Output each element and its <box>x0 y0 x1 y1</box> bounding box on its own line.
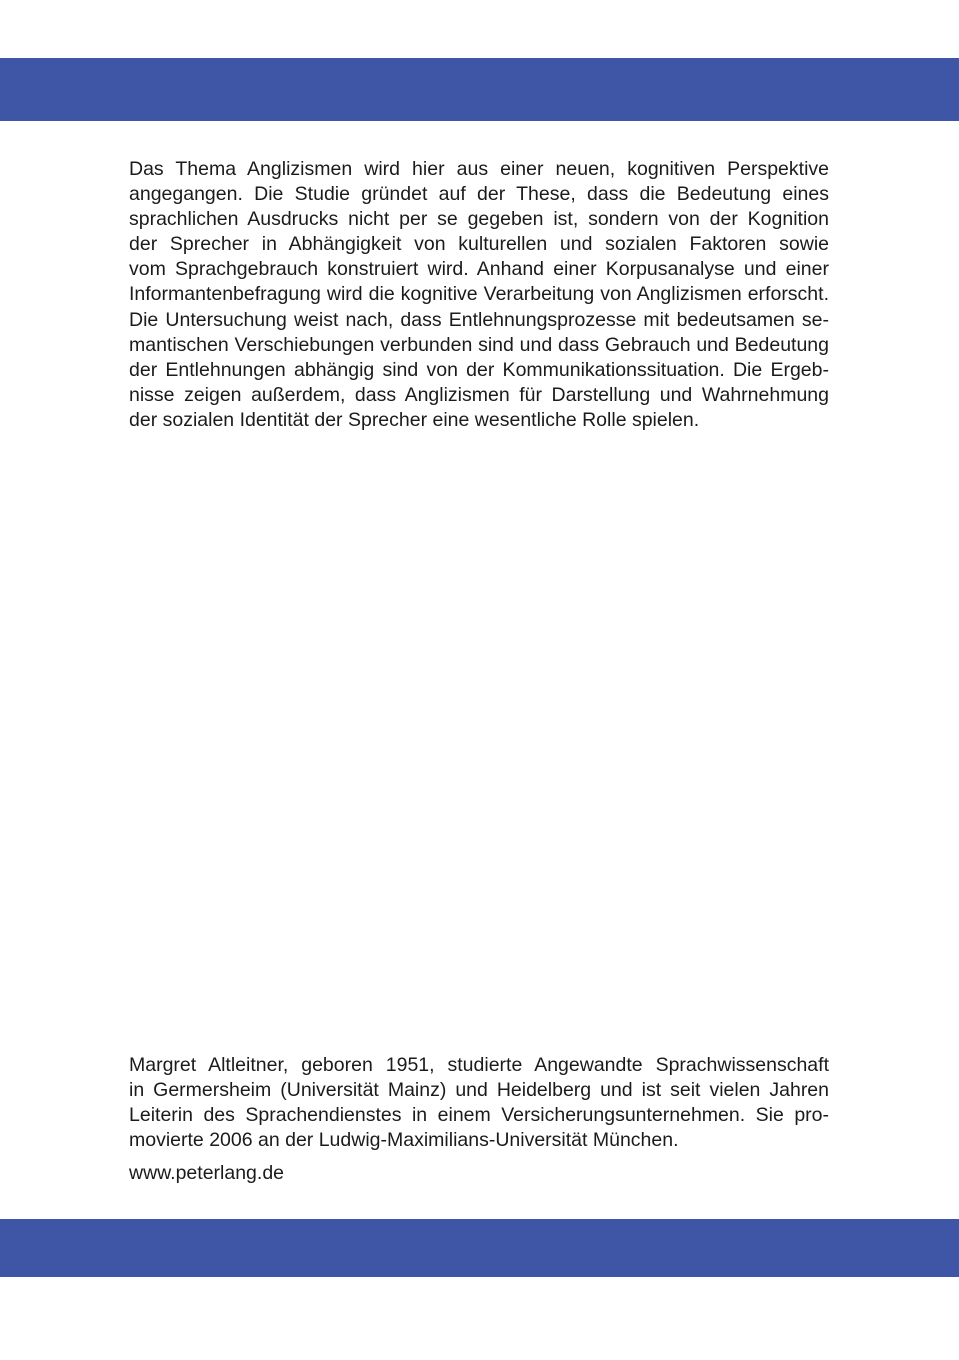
blurb-line: sprachlichen Ausdrucks nicht per se gegeben ist, sondern von der Kognition <box>129 208 829 231</box>
bio-line: Margret Altleitner, geboren 1951, studierte Angewandte Sprachwissenschaft <box>129 1054 829 1076</box>
bio-line: Leiterin des Sprachendienstes in einem Versicherungsunternehmen. Sie pro- <box>129 1104 829 1127</box>
header-band <box>0 58 959 121</box>
footer-band <box>0 1219 959 1277</box>
blurb-line: nisse zeigen außerdem, dass Anglizismen für Darstellung und Wahrnehmung <box>129 383 829 406</box>
blurb-line: angegangen. Die Studie gründet auf der These, dass die Bedeutung eines <box>129 183 829 206</box>
bio-line: in Germersheim (Universität Mainz) und Heidelberg und ist seit vielen Jahren <box>129 1079 829 1102</box>
blurb-line: Informantenbefragung wird die kognitive Verarbeitung von Anglizismen erforscht. <box>129 283 829 306</box>
blurb-line: vom Sprachgebrauch konstruiert wird. Anhand einer Korpusanalyse und einer <box>129 258 829 281</box>
blurb-line: der Entlehnungen abhängig sind von der Kommunikationssituation. Die Ergeb- <box>129 358 829 381</box>
publisher-url[interactable]: www.peterlang.de <box>129 1162 285 1184</box>
blurb-line: mantischen Verschiebungen verbunden sind und dass Gebrauch und Bedeutung <box>129 333 829 356</box>
blurb-line: der Sprecher in Abhängigkeit von kulturellen und sozialen Faktoren sowie <box>129 233 829 256</box>
blurb-line: Die Untersuchung weist nach, dass Entlehnungsprozesse mit bedeutsamen se- <box>129 308 829 331</box>
author-bio <box>129 1053 829 1153</box>
book-blurb <box>129 157 829 433</box>
blurb-line: der sozialen Identität der Sprecher eine wesentliche Rolle spielen. <box>129 408 700 431</box>
blurb-line: Das Thema Anglizismen wird hier aus einer neuen, kognitiven Perspektive <box>129 158 829 180</box>
bio-line: movierte 2006 an der Ludwig-Maximilians-Universität München. <box>129 1129 679 1152</box>
